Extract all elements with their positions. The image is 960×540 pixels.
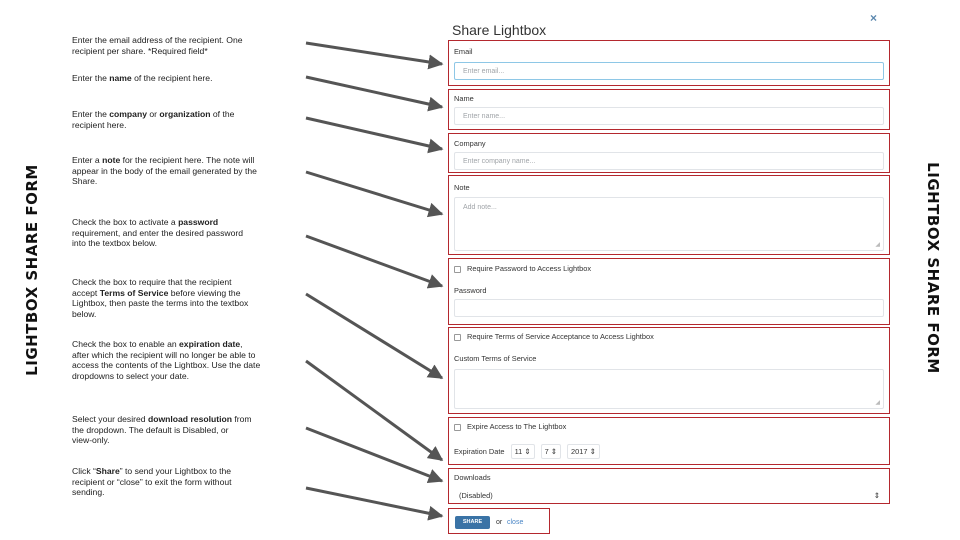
annotation-emphasis: Terms of Service	[99, 287, 169, 298]
password-checkbox-row[interactable]	[454, 264, 591, 273]
resize-handle-icon[interactable]: ◢	[875, 242, 880, 248]
email-input[interactable]: Enter email...	[454, 62, 884, 80]
annotation-emphasis: password	[178, 217, 219, 227]
expiration-checkbox[interactable]	[454, 424, 461, 431]
arrow-share	[306, 488, 442, 516]
chevron-updown-icon: ⇕	[550, 447, 557, 456]
note-label: Note	[454, 183, 470, 192]
actions-section	[448, 508, 550, 534]
expiration-checkbox-row[interactable]	[454, 422, 566, 431]
annotation-text: below.	[72, 308, 97, 319]
terms-label: Custom Terms of Service	[454, 354, 537, 363]
note-placeholder: Add note...	[463, 204, 497, 211]
arrow-terms	[306, 294, 442, 378]
arrow-name	[306, 77, 442, 107]
annotation-text: Enter the	[72, 73, 110, 83]
close-link[interactable]: close	[507, 519, 524, 526]
day-select[interactable]	[541, 444, 561, 459]
password-checkbox[interactable]	[454, 266, 461, 273]
annotation-text: Enter the	[72, 109, 110, 119]
side-title-right: LIGHTBOX SHARE FORM	[924, 162, 942, 374]
expiration-row	[454, 444, 600, 459]
annotation-text: ,	[240, 339, 243, 349]
side-title-left: LIGHTBOX SHARE FORM	[23, 164, 41, 376]
downloads-select[interactable]	[454, 487, 884, 501]
close-icon[interactable]: ×	[870, 11, 878, 25]
annotation-text: Share.	[72, 176, 98, 187]
annotation-emphasis: note	[102, 155, 121, 165]
annotation-text: Enter the email address of the recipient. One	[72, 35, 243, 45]
terms-textarea[interactable]	[454, 369, 884, 409]
email-label: Email	[454, 47, 473, 56]
email-section	[448, 40, 890, 86]
annotation-text: Enter a	[72, 155, 103, 165]
annotation-emphasis: expiration date	[179, 339, 241, 349]
expiration-date-label: Expiration Date	[454, 447, 505, 456]
arrow-downloads	[306, 428, 442, 481]
annotation-text: from	[231, 414, 252, 424]
year-select[interactable]	[567, 444, 600, 459]
chevron-updown-icon: ⇕	[589, 447, 596, 456]
annotation-text: the dropdown. The default is Disabled, or	[72, 424, 229, 435]
day-value: 7	[544, 447, 549, 456]
annotation-text: recipient or “close” to exit the form without	[72, 476, 232, 487]
annotation-text: Check the box to enable an	[72, 339, 180, 349]
annotation-text: of the	[210, 109, 235, 119]
expiration-checkbox-label: Expire Access to The Lightbox	[467, 422, 567, 431]
chevron-updown-icon: ⇕	[524, 447, 531, 456]
annotation-emphasis: download resolution	[147, 414, 232, 424]
chevron-updown-icon: ⇕	[873, 491, 880, 500]
arrow-company	[306, 118, 442, 149]
terms-checkbox-row[interactable]	[454, 332, 654, 341]
password-label: Password	[454, 286, 487, 295]
company-label: Company	[454, 139, 486, 148]
note-section	[448, 175, 890, 255]
name-section	[448, 89, 890, 130]
name-input[interactable]: Enter name...	[454, 107, 884, 125]
annotation-text: sending.	[72, 487, 105, 498]
arrow-note	[306, 172, 442, 214]
annotation-text: Check the box to activate a	[72, 217, 179, 227]
annotation-text: recipient per share. *Required field*	[72, 45, 208, 56]
annotation-text: of the recipient here.	[131, 73, 213, 83]
downloads-value: (Disabled)	[459, 491, 493, 500]
annotation-text: Check the box to require that the recipient	[72, 277, 232, 287]
or-text: or	[496, 519, 503, 526]
month-select[interactable]	[511, 444, 535, 459]
form-title: Share Lightbox	[452, 22, 547, 38]
annotation-text: before viewing the	[168, 287, 241, 298]
name-label: Name	[454, 94, 474, 103]
share-button[interactable]: SHARE	[455, 516, 490, 529]
arrow-expiration	[306, 361, 442, 460]
company-input[interactable]: Enter company name...	[454, 152, 884, 170]
annotation-text: recipient here.	[72, 119, 127, 130]
terms-section	[448, 327, 890, 414]
downloads-section	[448, 468, 890, 504]
arrow-password	[306, 236, 442, 286]
annotation-text: dropdowns to select your date.	[72, 370, 190, 381]
password-section	[448, 258, 890, 325]
annotation-emphasis: name	[109, 73, 132, 83]
annotation-text: for the recipient here. The note will	[120, 155, 255, 165]
arrow-email	[306, 43, 442, 64]
terms-checkbox-label: Require Terms of Service Acceptance to Access Lightbox	[467, 332, 654, 341]
note-textarea[interactable]	[454, 197, 884, 251]
annotation-emphasis: company	[109, 109, 147, 119]
annotation-text: access the contents of the Lightbox. Use the date	[72, 360, 261, 371]
downloads-label: Downloads	[454, 473, 491, 482]
password-checkbox-label: Require Password to Access Lightbox	[467, 264, 592, 273]
year-value: 2017	[571, 447, 588, 456]
annotation-text: or	[147, 109, 160, 119]
annotation-text: requirement, and enter the desired password	[72, 227, 244, 238]
terms-checkbox[interactable]	[454, 334, 461, 341]
annotation-emphasis: organization	[159, 109, 211, 119]
resize-handle-icon[interactable]: ◢	[875, 400, 880, 406]
annotation-text: appear in the body of the email generated by the	[72, 165, 257, 176]
annotation-text: accept	[72, 287, 100, 298]
annotation-text: into the textbox below.	[72, 238, 158, 249]
annotation-text: view-only.	[72, 435, 110, 446]
annotation-text: Click “	[72, 466, 96, 476]
annotation-emphasis: Share	[95, 466, 120, 476]
annotation-text: Lightbox, then paste the terms into the textbox	[72, 298, 249, 309]
expiration-section	[448, 417, 890, 465]
month-value: 11	[514, 447, 523, 456]
annotation-text: after which the recipient will no longer be able to	[72, 349, 256, 360]
annotation-text: Select your desired	[72, 414, 148, 424]
password-input[interactable]	[454, 299, 884, 317]
annotation-text: ” to send your Lightbox to the	[119, 466, 232, 476]
company-section	[448, 133, 890, 173]
